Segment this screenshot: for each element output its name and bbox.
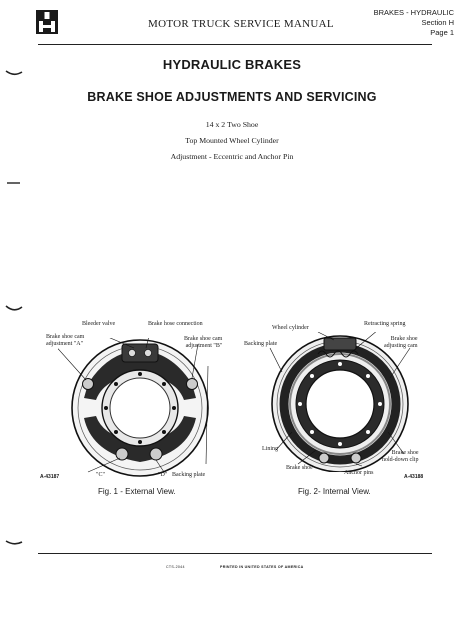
footer-printed: PRINTED IN UNITED STATES OF AMERICA <box>220 565 304 569</box>
footer-rule <box>38 553 432 554</box>
manual-title: MOTOR TRUCK SERVICE MANUAL <box>148 18 334 30</box>
fig1-code: A-43187 <box>40 474 60 480</box>
fig2-label-brake-shoe: Brake shoe <box>286 465 313 471</box>
section-block <box>374 8 454 38</box>
fig2-label-adjusting-cam: Brake shoe adjusting cam <box>384 336 418 349</box>
spec-line-2: Top Mounted Wheel Cylinder <box>185 136 279 145</box>
fig1-label-cam-b: Brake shoe cam adjustment "B" <box>184 336 223 349</box>
section-number: Section H <box>421 18 454 27</box>
spec-line-1: 14 x 2 Two Shoe <box>205 120 259 129</box>
spec-line-3: Adjustment - Eccentric and Anchor Pin <box>170 152 294 161</box>
fig1-external-view-drawing <box>58 338 218 478</box>
margin-mark <box>6 180 22 186</box>
fig2-code: A-43188 <box>404 474 424 480</box>
fig1-label-d: "D" <box>158 472 168 478</box>
fig1-label-cam-a: Brake shoe cam adjustment "A" <box>46 334 85 347</box>
fig2-label-lining: Lining <box>262 446 278 452</box>
margin-mark <box>4 68 24 78</box>
section-title: BRAKES - HYDRAULIC <box>373 8 454 17</box>
fig1-label-backing-plate: Backing plate <box>172 472 206 478</box>
fig1-label-bleeder-valve: Bleeder valve <box>82 321 116 327</box>
sub-title: BRAKE SHOE ADJUSTMENTS AND SERVICING <box>87 90 377 104</box>
fig2-label-backing-plate: Backing plate <box>244 341 278 347</box>
fig2-label-holddown-clip: Brake shoe hold-down clip <box>382 450 419 463</box>
margin-mark <box>4 304 24 314</box>
main-title: HYDRAULIC BRAKES <box>162 57 302 72</box>
ih-logo <box>36 10 58 34</box>
page-number: Page 1 <box>430 28 454 37</box>
margin-mark <box>4 538 24 548</box>
header-rule <box>38 44 432 45</box>
fig1-label-c: "C" <box>96 472 105 478</box>
fig2-caption: Fig. 2- Internal View. <box>298 487 371 496</box>
fig2-label-retracting-spring: Retracting spring <box>364 321 406 327</box>
fig1-label-hose-connection: Brake hose connection <box>148 321 203 327</box>
fig1-caption: Fig. 1 - External View. <box>98 487 176 496</box>
footer-code: CTS-2044 <box>166 565 185 569</box>
fig2-label-wheel-cylinder: Wheel cylinder <box>272 325 309 331</box>
fig2-label-anchor-pins: Anchor pins <box>344 470 374 476</box>
